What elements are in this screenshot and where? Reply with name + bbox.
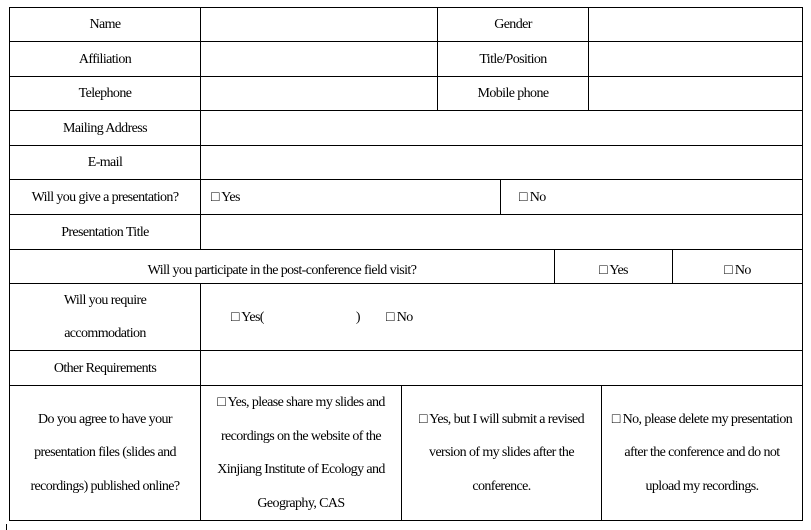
affiliation-field[interactable] — [200, 41, 438, 77]
accommodation-yes-checkbox[interactable]: □ Yes( — [231, 309, 264, 325]
accommodation-question — [9, 283, 201, 351]
gender-label: Gender — [437, 7, 589, 42]
field-visit-yes-label[interactable]: □ Yes — [599, 263, 628, 278]
mobile-phone-field[interactable] — [588, 76, 803, 111]
field-visit-no-label[interactable]: □ No — [724, 263, 751, 278]
title-position-field[interactable] — [588, 41, 803, 77]
presentation-no-checkbox[interactable] — [500, 179, 803, 215]
field-visit-yes-checkbox[interactable] — [554, 249, 673, 284]
presentation-question: Will you give a presentation? — [9, 179, 201, 215]
name-label: Name — [9, 7, 201, 42]
affiliation-label: Affiliation — [9, 41, 201, 77]
publish-option-delete[interactable]: □ No, please delete my presentation after the conference and do not upload my recordings. — [601, 385, 803, 521]
publish-option-share[interactable]: □ Yes, please share my slides and recordings on the website of the Xinjiang Institute of Ecology and Geography, CAS — [200, 385, 402, 521]
field-visit-no-checkbox[interactable] — [672, 249, 803, 284]
other-requirements-label: Other Requirements — [9, 350, 201, 386]
presentation-title-label: Presentation Title — [9, 214, 201, 250]
field-visit-question: Will you participate in the post-conference field visit? — [9, 249, 555, 284]
publish-question: Do you agree to have your presentation files (slides and recordings) published online? — [9, 385, 201, 521]
accommodation-no-checkbox[interactable]: □ No — [385, 309, 413, 325]
gender-field[interactable] — [588, 7, 803, 42]
accommodation-options — [200, 283, 803, 351]
presentation-no-label[interactable]: □ No — [519, 189, 546, 205]
publish-option-revised[interactable]: □ Yes, but I will submit a revised version of my slides after the conference. — [401, 385, 602, 521]
text-cursor-mark — [6, 524, 7, 530]
mobile-phone-label: Mobile phone — [437, 76, 589, 111]
presentation-yes-label[interactable]: □ Yes — [211, 189, 240, 205]
presentation-yes-checkbox[interactable] — [200, 179, 501, 215]
accommodation-yes-close: ) — [355, 309, 360, 325]
mailing-address-field[interactable] — [200, 110, 803, 146]
title-position-label: Title/Position — [437, 41, 589, 77]
email-field[interactable] — [200, 145, 803, 180]
telephone-label: Telephone — [9, 76, 201, 111]
other-requirements-field[interactable] — [200, 350, 803, 386]
mailing-address-label: Mailing Address — [9, 110, 201, 146]
name-field[interactable] — [200, 7, 438, 42]
telephone-field[interactable] — [200, 76, 438, 111]
email-label: E-mail — [9, 145, 201, 180]
accommodation-question-line1: Will you require — [63, 293, 147, 308]
accommodation-question-line2: accommodation — [64, 326, 146, 341]
presentation-title-field[interactable] — [200, 214, 803, 250]
